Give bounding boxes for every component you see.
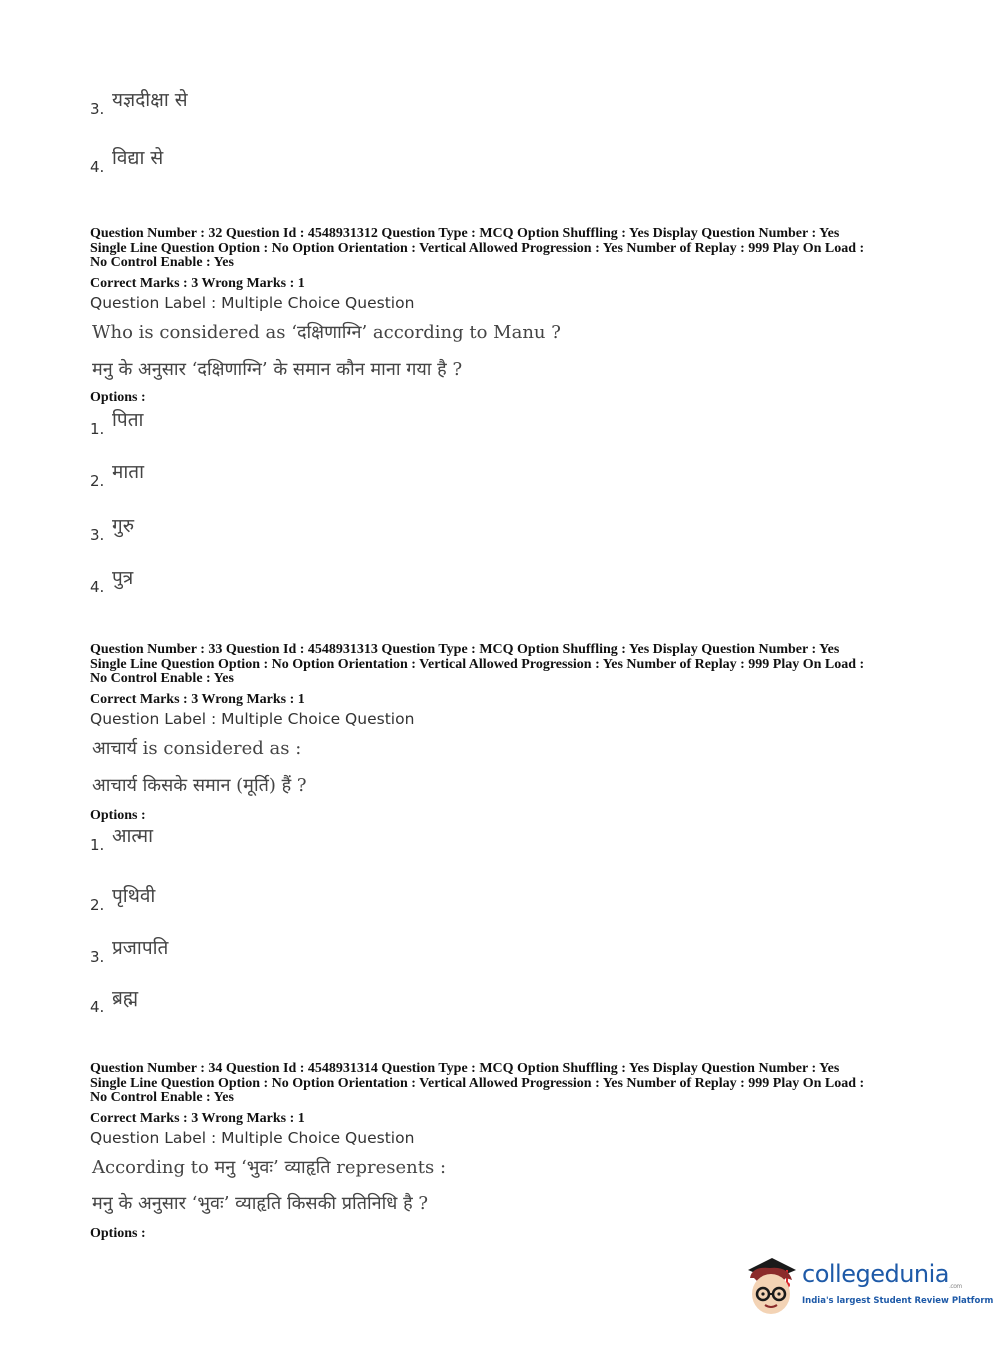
- option-item: [90, 89, 188, 118]
- option-item: [90, 409, 144, 438]
- meta-line: Question Number : 34 Question Id : 4548931314 Question Type : MCQ Option Shuffling : Yes Display Question Number : Yes: [90, 1061, 840, 1076]
- meta-line: No Control Enable : Yes: [90, 1090, 234, 1106]
- option-item: [90, 937, 169, 966]
- option-text: विद्या से: [112, 147, 164, 169]
- options-label: Options :: [90, 1226, 146, 1241]
- meta-line: Question Number : 32 Question Id : 4548931312 Question Type : MCQ Option Shuffling : Yes Display Question Number : Yes: [90, 226, 840, 241]
- option-number: 3.: [90, 100, 105, 118]
- option-number: 3.: [90, 948, 105, 966]
- option-number: 3.: [90, 526, 105, 544]
- options-label: Options :: [90, 808, 146, 823]
- option-item: [90, 885, 156, 914]
- option-number: 1.: [90, 420, 105, 438]
- option-item: [90, 515, 135, 544]
- question-text-english: Who is considered as ‘दक्षिणाग्नि’ according to Manu ?: [92, 322, 561, 343]
- meta-line: Question Number : 33 Question Id : 4548931313 Question Type : MCQ Option Shuffling : Yes Display Question Number : Yes: [90, 642, 840, 657]
- option-item: [90, 147, 164, 176]
- meta-line: No Control Enable : Yes: [90, 255, 234, 271]
- option-number: 4.: [90, 158, 105, 176]
- option-number: 2.: [90, 896, 105, 914]
- meta-line: Single Line Question Option : No Option Orientation : Vertical Allowed Progression : Yes Number of Replay : 999 Play On Load :: [90, 1075, 865, 1091]
- option-item: [90, 987, 139, 1016]
- question-label: Question Label : Multiple Choice Question: [90, 294, 415, 312]
- option-text: यज्ञदीक्षा से: [112, 89, 188, 111]
- logo-name-text: collegedunia: [802, 1260, 950, 1288]
- option-item: [90, 825, 154, 854]
- option-text: आत्मा: [112, 825, 154, 847]
- question-meta: [90, 1062, 920, 1106]
- option-number: 4.: [90, 998, 105, 1016]
- collegedunia-logo[interactable]: [742, 1250, 994, 1320]
- marks-info: Correct Marks : 3 Wrong Marks : 1: [90, 276, 305, 291]
- marks-info: Correct Marks : 3 Wrong Marks : 1: [90, 692, 305, 707]
- options-label: Options :: [90, 390, 146, 405]
- question-text-english: आचार्य is considered as :: [92, 738, 302, 759]
- option-item: [90, 567, 134, 596]
- option-number: 2.: [90, 472, 105, 490]
- question-text-hindi: मनु के अनुसार ‘दक्षिणाग्नि’ के समान कौन माना गया है ?: [92, 359, 463, 380]
- option-text: पिता: [112, 409, 144, 431]
- logo-suffix: .com: [949, 1282, 962, 1290]
- question-text-hindi: आचार्य किसके समान (मूर्ति) हैं ?: [92, 775, 307, 796]
- option-text: पुत्र: [112, 567, 134, 589]
- option-item: [90, 461, 145, 490]
- question-text-hindi: मनु के अनुसार ‘भुवः’ व्याहृति किसकी प्रतिनिधि है ?: [92, 1193, 429, 1214]
- question-meta: [90, 227, 920, 271]
- logo-tagline: India's largest Student Review Platform: [802, 1296, 994, 1306]
- meta-line: Single Line Question Option : No Option Orientation : Vertical Allowed Progression : Yes Number of Replay : 999 Play On Load :: [90, 240, 865, 256]
- option-text: माता: [112, 461, 145, 483]
- option-text: प्रजापति: [112, 937, 169, 959]
- option-number: 1.: [90, 836, 105, 854]
- mascot-icon: [742, 1252, 800, 1318]
- option-text: पृथिवी: [112, 885, 156, 907]
- question-label: Question Label : Multiple Choice Question: [90, 710, 415, 728]
- question-meta: [90, 643, 920, 687]
- marks-info: Correct Marks : 3 Wrong Marks : 1: [90, 1111, 305, 1126]
- option-text: ब्रह्म: [112, 987, 139, 1009]
- meta-line: Single Line Question Option : No Option Orientation : Vertical Allowed Progression : Yes Number of Replay : 999 Play On Load :: [90, 656, 865, 672]
- meta-line: No Control Enable : Yes: [90, 671, 234, 687]
- option-text: गुरु: [112, 515, 135, 537]
- question-text-english: According to मनु ‘भुवः’ व्याहृति represents :: [92, 1157, 447, 1178]
- question-label: Question Label : Multiple Choice Question: [90, 1129, 415, 1147]
- logo-wordmark: [802, 1260, 962, 1290]
- option-number: 4.: [90, 578, 105, 596]
